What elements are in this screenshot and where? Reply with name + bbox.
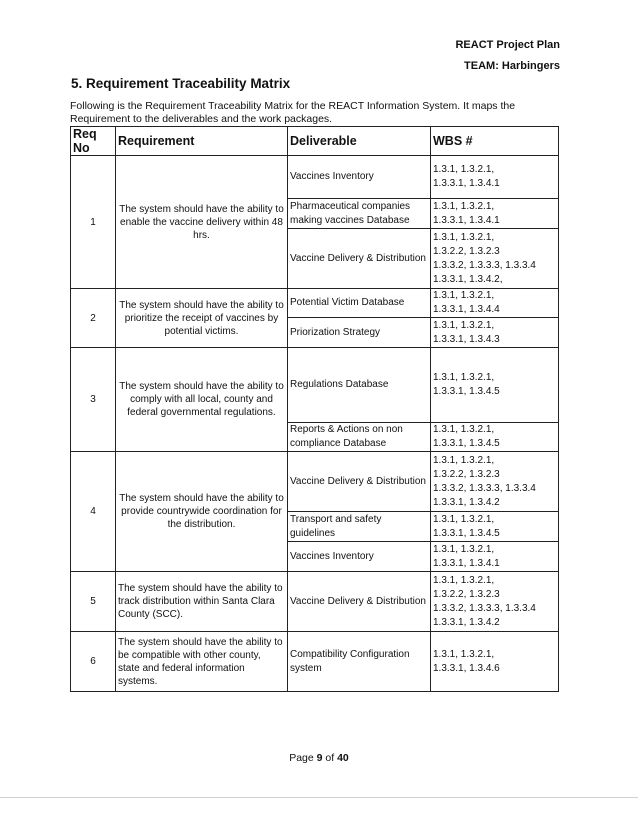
wbs-cell: [431, 542, 559, 572]
req-no-cell: 4: [71, 452, 116, 572]
wbs-line: 1.3.1, 1.3.2.1,: [433, 200, 495, 212]
wbs-line: 1.3.1, 1.3.2.1,: [433, 424, 495, 435]
wbs-cell: [431, 289, 559, 318]
requirement-cell: The system should have the ability to prioritize the receipt of vaccines by potential victims.: [116, 289, 288, 348]
header-team: TEAM: Harbingers: [464, 60, 560, 72]
table-row: [71, 348, 559, 423]
requirement-cell: The system should have the ability to be compatible with other county, state and federal information systems.: [116, 632, 288, 692]
requirement-cell: The system should have the ability to enable the vaccine delivery within 48 hrs.: [116, 156, 288, 289]
wbs-line: 1.3.1, 1.3.2.1,: [433, 543, 495, 555]
wbs-line: 1.3.2.2, 1.3.2.3: [433, 468, 500, 480]
wbs-line: 1.3.1, 1.3.2.1,: [433, 319, 495, 331]
column-header: WBS #: [431, 127, 559, 156]
wbs-cell: [431, 318, 559, 348]
wbs-cell: [431, 452, 559, 512]
header-project: REACT Project Plan: [455, 39, 560, 51]
column-header: Requirement: [116, 127, 288, 156]
requirement-cell: The system should have the ability to comply with all local, county and federal governmental regulations.: [116, 348, 288, 452]
wbs-line: 1.3.3.2, 1.3.3.3, 1.3.3.4: [433, 482, 536, 494]
wbs-line: 1.3.3.1, 1.3.4.4: [433, 304, 500, 315]
req-no-cell: 3: [71, 348, 116, 452]
wbs-line: 1.3.3.1, 1.3.4.1: [433, 178, 500, 189]
req-no-cell: 2: [71, 289, 116, 348]
page-of: of: [322, 752, 338, 764]
traceability-matrix: [70, 126, 559, 692]
wbs-cell: [431, 348, 559, 423]
table-header-row: [71, 127, 559, 156]
wbs-cell: [431, 512, 559, 542]
page-bottom-rule: [0, 797, 638, 798]
wbs-cell: [431, 229, 559, 289]
wbs-line: 1.3.1, 1.3.2.1,: [433, 231, 495, 243]
section-intro: Following is the Requirement Traceability Matrix for the REACT Information System. It maps the Requirement to the deliverables and the work packages.: [70, 100, 516, 125]
wbs-line: 1.3.3.1, 1.3.4.5: [433, 527, 500, 539]
wbs-line: 1.3.2.2, 1.3.2.3: [433, 245, 500, 257]
page-current: 9: [316, 752, 323, 764]
req-no-cell: 6: [71, 632, 116, 692]
wbs-line: 1.3.3.1, 1.3.4.2: [433, 616, 500, 628]
wbs-line: 1.3.1, 1.3.2.1,: [433, 574, 495, 586]
table-body: [71, 156, 559, 692]
deliverable-cell: Vaccine Delivery & Distribution: [288, 229, 431, 289]
wbs-cell: [431, 156, 559, 199]
req-no-cell: 1: [71, 156, 116, 289]
deliverable-cell: Potential Victim Database: [288, 289, 431, 318]
wbs-line: 1.3.1, 1.3.2.1,: [433, 513, 495, 525]
wbs-line: 1.3.3.1, 1.3.4.5: [433, 438, 500, 449]
table-row: [71, 289, 559, 318]
wbs-line: 1.3.3.1, 1.3.4.1: [433, 214, 500, 226]
deliverable-cell: Compatibility Configuration system: [288, 632, 431, 692]
page-prefix: Page: [289, 752, 317, 764]
deliverable-cell: Vaccines Inventory: [288, 156, 431, 199]
wbs-line: 1.3.3.1, 1.3.4.3: [433, 333, 500, 345]
deliverable-cell: Regulations Database: [288, 348, 431, 423]
column-header: Deliverable: [288, 127, 431, 156]
deliverable-cell: Reports & Actions on non compliance Database: [288, 423, 431, 452]
section-title: 5. Requirement Traceability Matrix: [71, 76, 291, 91]
wbs-line: 1.3.1, 1.3.2.1,: [433, 290, 495, 301]
wbs-cell: [431, 423, 559, 452]
table-row: [71, 156, 559, 199]
deliverable-cell: Priorization Strategy: [288, 318, 431, 348]
deliverable-cell: Vaccine Delivery & Distribution: [288, 572, 431, 632]
requirement-cell: The system should have the ability to provide countrywide coordination for the distribution.: [116, 452, 288, 572]
wbs-line: 1.3.3.1, 1.3.4.1: [433, 557, 500, 569]
column-header: Req No: [71, 127, 116, 156]
wbs-line: 1.3.1, 1.3.2.1,: [433, 372, 495, 383]
wbs-line: 1.3.1, 1.3.2.1,: [433, 648, 495, 660]
table-row: [71, 452, 559, 512]
table-row: [71, 632, 559, 692]
wbs-line: 1.3.1, 1.3.2.1,: [433, 164, 495, 175]
req-no-cell: 5: [71, 572, 116, 632]
wbs-cell: [431, 632, 559, 692]
deliverable-cell: Pharmaceutical companies making vaccines Database: [288, 199, 431, 229]
wbs-line: 1.3.3.1, 1.3.4.5: [433, 386, 500, 397]
wbs-line: 1.3.3.1, 1.3.4.2,: [433, 273, 503, 285]
table-row: [71, 572, 559, 632]
deliverable-cell: Transport and safety guidelines: [288, 512, 431, 542]
wbs-cell: [431, 572, 559, 632]
wbs-line: 1.3.3.2, 1.3.3.3, 1.3.3.4: [433, 259, 536, 271]
wbs-line: 1.3.1, 1.3.2.1,: [433, 454, 495, 466]
wbs-line: 1.3.3.1, 1.3.4.2: [433, 496, 500, 508]
deliverable-cell: Vaccines Inventory: [288, 542, 431, 572]
requirement-cell: The system should have the ability to track distribution within Santa Clara County (SCC).: [116, 572, 288, 632]
wbs-cell: [431, 199, 559, 229]
page-number: [0, 752, 638, 764]
wbs-line: 1.3.3.1, 1.3.4.6: [433, 662, 500, 674]
wbs-line: 1.3.2.2, 1.3.2.3: [433, 588, 500, 600]
wbs-line: 1.3.3.2, 1.3.3.3, 1.3.3.4: [433, 602, 536, 614]
page-total: 40: [337, 752, 349, 764]
deliverable-cell: Vaccine Delivery & Distribution: [288, 452, 431, 512]
